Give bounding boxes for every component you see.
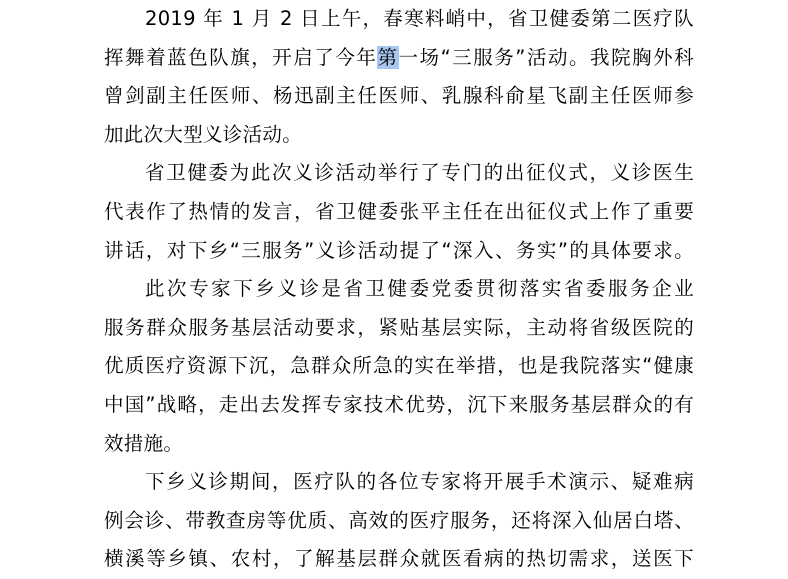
text-line[interactable]: 中国”战略，走出去发挥专家技术优势，沉下来服务基层群众的有 xyxy=(104,392,694,416)
text-line[interactable]: 代表作了热情的发言，省卫健委张平主任在出征仪式上作了重要 xyxy=(104,199,694,223)
text-line[interactable]: 效措施。 xyxy=(104,431,184,455)
text-line[interactable]: 优质医疗资源下沉，急群众所急的实在举措，也是我院落实“健康 xyxy=(104,354,694,378)
paragraph-4[interactable] xyxy=(104,463,694,579)
selected-text[interactable]: 第 xyxy=(377,45,399,69)
text-segment[interactable]: 挥舞着蓝色队旗，开启了今年 xyxy=(104,45,378,69)
text-line[interactable]: 曾剑副主任医师、杨迅副主任医师、乳腺科俞星飞副主任医师参 xyxy=(104,84,694,108)
text-line[interactable]: 加此次大型义诊活动。 xyxy=(104,122,303,146)
text-line[interactable]: 2019 年 1 月 2 日上午，春寒料峭中，省卫健委第二医疗队 xyxy=(145,7,694,30)
paragraph-3[interactable] xyxy=(104,270,694,463)
text-line[interactable]: 例会诊、带教查房等优质、高效的医疗服务，还将深入仙居白塔、 xyxy=(104,508,694,532)
text-line[interactable]: 此次专家下乡义诊是省卫健委党委贯彻落实省委服务企业 xyxy=(145,277,694,301)
document-body[interactable] xyxy=(104,0,694,579)
text-line[interactable]: 省卫健委为此次义诊活动举行了专门的出征仪式，义诊医生 xyxy=(145,161,694,185)
paragraph-2[interactable] xyxy=(104,154,694,270)
text-line[interactable] xyxy=(104,39,694,78)
text-line[interactable]: 下乡义诊期间，医疗队的各位专家将开展手术演示、疑难病 xyxy=(145,470,694,494)
text-line[interactable]: 讲话，对下乡“三服务”义诊活动提了“深入、务实”的具体要求。 xyxy=(104,238,694,262)
text-segment[interactable]: 一场“三服务”活动。我院胸外科 xyxy=(398,45,694,69)
paragraph-1[interactable] xyxy=(104,0,694,154)
text-line[interactable]: 服务群众服务基层活动要求，紧贴基层实际，主动将省级医院的 xyxy=(104,315,694,339)
text-line[interactable]: 横溪等乡镇、农村，了解基层群众就医看病的热切需求，送医下 xyxy=(104,547,694,571)
